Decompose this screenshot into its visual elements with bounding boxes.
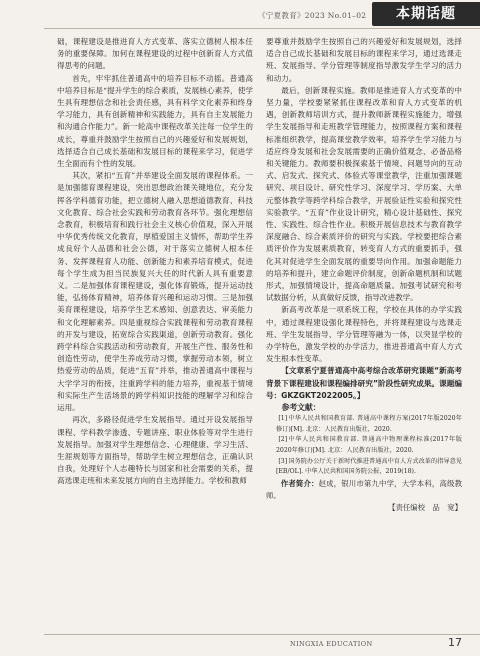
reference-text: 中华人民共和国教育部. 普通高中物理课程标准(2017年版2020年修订)[M]. 北京：人民教育出版社，2020. xyxy=(276,436,462,455)
footer-journal-name: NINGXIA EDUCATION xyxy=(290,640,373,648)
left-column xyxy=(57,36,253,624)
paragraph: 首先，牢牢抓住普通高中的培养目标不动摇。普通高中培养目标是“提升学生的综合素质，发展核心素养，使学生具有理想信念和社会责任感，具有科学文化素养和终身学习能力，具有创新精神和实践能力，具有自主发展能力和沟通合作能力”。新一轮高中课程改革关注每一位学生的成长，尊重并鼓励学生按照自己的兴趣爱好和发展规划，选择适合自己成长基础和发展目标的课程来学习，促进学生全面而有个性的发展。 xyxy=(57,73,253,169)
page-number: 17 xyxy=(448,636,462,649)
reference-item xyxy=(266,457,462,478)
editor-note: 【责任编校 品 宽】 xyxy=(388,502,462,512)
reference-item xyxy=(266,414,462,435)
paragraph: 础，课程建设是推进育人方式变革、落实立德树人根本任务的重要保障。加何在课程建设的过程中创新育人方式值得思考的问题。 xyxy=(57,37,253,71)
author-label: 作者简介： xyxy=(280,478,319,488)
reference-number: [1] xyxy=(278,415,288,423)
footer-rule xyxy=(44,634,480,635)
reference-text: 国务院办公厅关于新时代推进普通高中育人方式改革的指导意见[EB/OL]. 中华人民共和国国务院公报，2019(18). xyxy=(276,457,462,476)
reference-text: 中华人民共和国教育部. 普通高中课程方案(2017年版2020年修订)[M]. 北京：人民教育出版社，2020. xyxy=(276,415,462,433)
funding-note: 【文章系宁夏普通高中高考综合改革研究课题“新高考背景下课程建设和课程编排研究”阶段性研究成果。课题编号：GKZGKT2022005。】 xyxy=(266,366,462,400)
right-column xyxy=(266,36,462,624)
author-bio xyxy=(266,478,462,502)
reference-number: [3] xyxy=(278,457,288,465)
page-header xyxy=(0,0,480,30)
paragraph: 新高考改革是一项系统工程，学校在具体的办学实践中，通过课程建设强化课程特色，并将课程建设与选课走班、学生发展指导、学分管理等融为一体，以突显学校的办学特色，激发学校的办学活力，推进普通高中育人方式发生根本性变革。 xyxy=(266,305,462,364)
paragraph: 其次，紧扣“五育”并举建设全面发展的课程体系。一是加强德育课程建设，突出思想政治课关键地位，充分发挥各学科德育功能，把立德树人融入思想道德教育、科技文化教育、综合社会实践和劳动教育各环节。强化理想信念教育，积极培育和践行社会主义核心价值观，深入开展中华优秀传统文化教育，厚植爱国主义情怀，帮助学生养成良好个人品德和社会公德，对于落实立德树人根本任务、发挥课程育人功能、创新能力和素养培育模式，促进每个学生成为担当民族复兴大任的时代新人具有重要意义。二是加强体育课程建设，强化体育锻炼，提升运动技能，弘扬体育精神，培养体育兴趣和运动习惯。三是加强美育课程建设，培养学生艺术感知、创意表达、审美能力和文化理解素养。四是重视综合实践课程和劳动教育课程的开发与建设，拓宽综合实践渠道，创新劳动教育。强化跨学科综合实践活动和劳动教育，开展生产性、服务性和创造性劳动，使学生养成劳动习惯，掌握劳动本领，树立热爱劳动的品质，促进“五育”并举，推动普通高中课程与大学学习的衔接，注重跨学科的能力培养，重视基于情境和实际生产生活场景的跨学科知识技能的理解学习和综合运用。 xyxy=(57,171,253,413)
paragraph: 要尊重并鼓励学生按照自己的兴趣爱好和发展规划，选择适合自己成长基础和发展目标的课程来学习，通过选课走班、发展指导、学分管理等制度指导激发学生学习的活力和动力。 xyxy=(266,37,462,83)
reference-number: [2] xyxy=(278,436,288,444)
author-text: 赵成，银川市第九中学，大学本科，高级教师。 xyxy=(266,478,462,500)
reference-item xyxy=(266,435,462,456)
paragraph: 最后，创新课程实施。教师是推进育人方式变革的中坚力量，学校要紧紧抓住课程改革和育人方式变革的机遇，创新教师培训方式，提升教师新课程实施能力，增强学生发展指导和走班教学管理能力，按照课程方案和课程标准组织教学，提高课堂教学效率，培养学生学习能力与适应终身发展和社会发展需要的正确价值观念、必备品格和关键能力。教师要积极探索基于情境、问题导向的互动式、启发式、探究式、体验式等课堂教学，注重加强课题研究、项目设计、研究性学习、深度学习、学历案、大单元整体教学等跨学科综合教学，开展验证性实验和探究性实验教学。“五育”作业设计研究，精心设计基础性、探究性、实践性、综合性作业。积极开展信息技术与教育教学深度融合、综合素质评价的研究与实践。学校要把综合素质评价作为发展素质教育，转变育人方式的重要抓手，强化其对促进学生全面发展的重要导向作用。加强命题能力的培养和提升，建立命题评价制度，创新命题机制和试题形式，加强情境设计，提高命题质量。加强考试研究和考试数据分析，从真做好反馈，指导改进教学。 xyxy=(266,85,462,303)
paragraph: 再次，多路径促进学生发展指导。通过开设发展指导课程、学科教学渗透、专题讲座、职业体验等对学生进行发展指导。加强对学生理想信念、心理健康、学习生活、生涯规划等方面指导，帮助学生树立理想信念，正确认识自我，处理好个人志趣特长与国家和社会需要的关系，提高选课走班和未来发展方向的自主选择能力。学校和教师 xyxy=(57,415,253,486)
section-badge: 本期话题 xyxy=(372,2,480,26)
references-title: 参考文献： xyxy=(281,403,321,413)
journal-issue: 《宁夏教育》2023 No.01–02 xyxy=(258,11,367,20)
header-rule xyxy=(44,28,480,29)
